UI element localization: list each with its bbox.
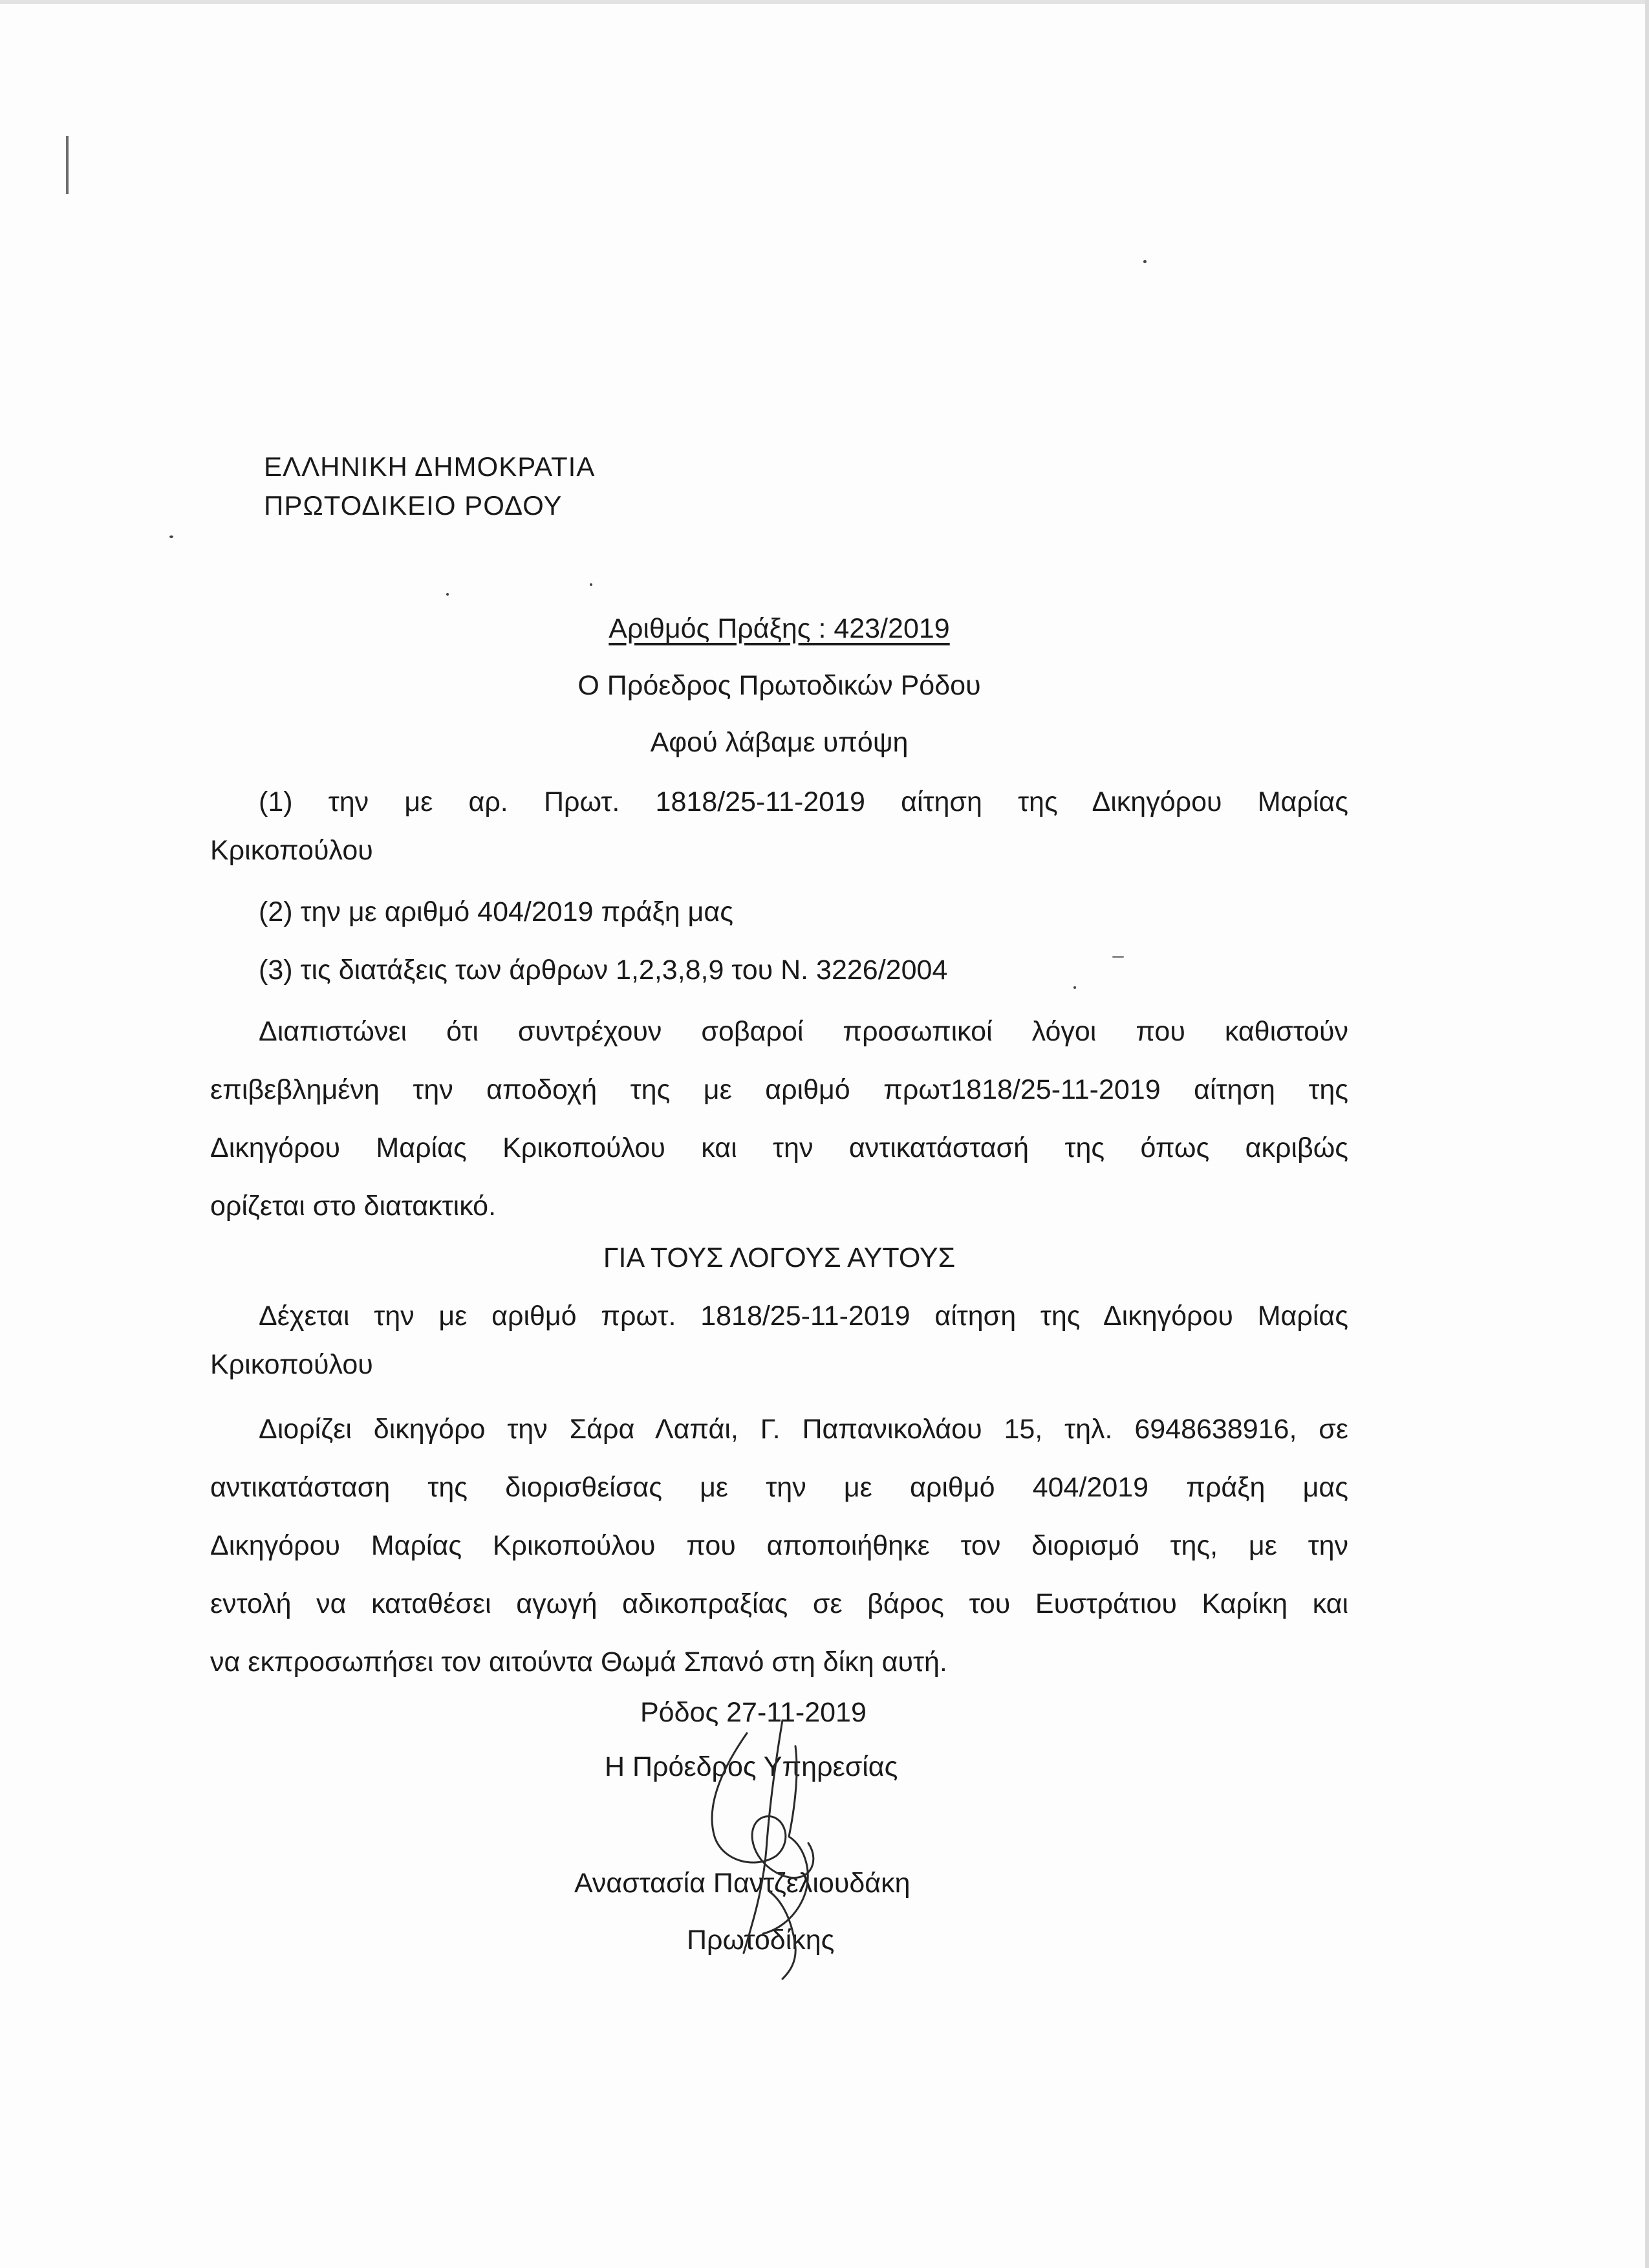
considering-heading: Αφού λάβαμε υπόψη xyxy=(650,727,909,758)
appoints-line-5: να εκπροσωπήσει τον αιτούντα Θωμά Σπανό στη δίκη αυτή. xyxy=(210,1647,947,1678)
appoints-line-3: Δικηγόρου Μαρίας Κρικοπούλου που αποποιήθηκε τον διορισμό της, με την xyxy=(210,1530,1348,1561)
republic-heading: ΕΛΛΗΝΙΚΗ ΔΗΜΟΚΡΑΤΙΑ xyxy=(264,451,596,482)
signatory-rank: Πρωτοδίκης xyxy=(687,1925,835,1956)
item-2: (2) την με αριθμό 404/2019 πράξη μας xyxy=(259,896,733,927)
item-1-line-1: (1) την με αρ. Πρωτ. 1818/25-11-2019 αίτηση της Δικηγόρου Μαρίας xyxy=(259,786,1348,817)
appoints-line-2: αντικατάσταση της διορισθείσας με την με αριθμό 404/2019 πράξη μας xyxy=(210,1472,1348,1503)
scan-speck xyxy=(169,535,173,538)
handwritten-signature xyxy=(685,1707,854,1985)
scan-speck xyxy=(1073,986,1076,989)
scan-speck xyxy=(1112,956,1124,958)
scan-speck xyxy=(590,583,592,586)
president-title: Ο Πρόεδρος Πρωτοδικών Ρόδου xyxy=(577,670,981,701)
punch-mark xyxy=(66,136,69,194)
scan-edge-top xyxy=(0,0,1649,4)
scan-edge-right xyxy=(1645,0,1649,2268)
scan-speck xyxy=(446,593,449,596)
finding-line-1: Διαπιστώνει ότι συντρέχουν σοβαροί προσωπικοί λόγοι που καθιστούν xyxy=(259,1016,1348,1047)
act-number-text: Αριθμός Πράξης : 423/2019 xyxy=(609,613,950,644)
finding-line-4: ορίζεται στο διατακτικό. xyxy=(210,1191,497,1222)
reasons-heading: ΓΙΑ ΤΟΥΣ ΛΟΓΟΥΣ ΑΥΤΟΥΣ xyxy=(603,1242,956,1273)
accepts-line-2: Κρικοπούλου xyxy=(210,1349,373,1380)
signatory-name: Αναστασία Παντζελιουδάκη xyxy=(574,1868,911,1899)
finding-line-2: επιβεβλημένη την αποδοχή της με αριθμό πρωτ1818/25-11-2019 αίτηση της xyxy=(210,1074,1348,1105)
act-number xyxy=(210,609,1348,648)
court-heading: ΠΡΩΤΟΔΙΚΕΙΟ ΡΟΔΟΥ xyxy=(264,490,563,521)
accepts-line-1: Δέχεται την με αριθμό πρωτ. 1818/25-11-2019 αίτηση της Δικηγόρου Μαρίας xyxy=(259,1301,1348,1332)
place-date: Ρόδος 27-11-2019 xyxy=(640,1697,867,1728)
signatory-role: Η Πρόεδρος Υπηρεσίας xyxy=(605,1751,898,1782)
finding-line-3: Δικηγόρου Μαρίας Κρικοπούλου και την αντικατάστασή της όπως ακριβώς xyxy=(210,1132,1348,1163)
appoints-line-1: Διορίζει δικηγόρο την Σάρα Λαπάι, Γ. Παπανικολάου 15, τηλ. 6948638916, σε xyxy=(259,1414,1348,1445)
appoints-line-4: εντολή να καταθέσει αγωγή αδικοπραξίας σε βάρος του Ευστράτιου Καρίκη και xyxy=(210,1588,1348,1619)
scan-speck xyxy=(1143,260,1147,263)
item-1-line-2: Κρικοπούλου xyxy=(210,835,373,866)
item-3: (3) τις διατάξεις των άρθρων 1,2,3,8,9 του Ν. 3226/2004 xyxy=(259,955,948,986)
